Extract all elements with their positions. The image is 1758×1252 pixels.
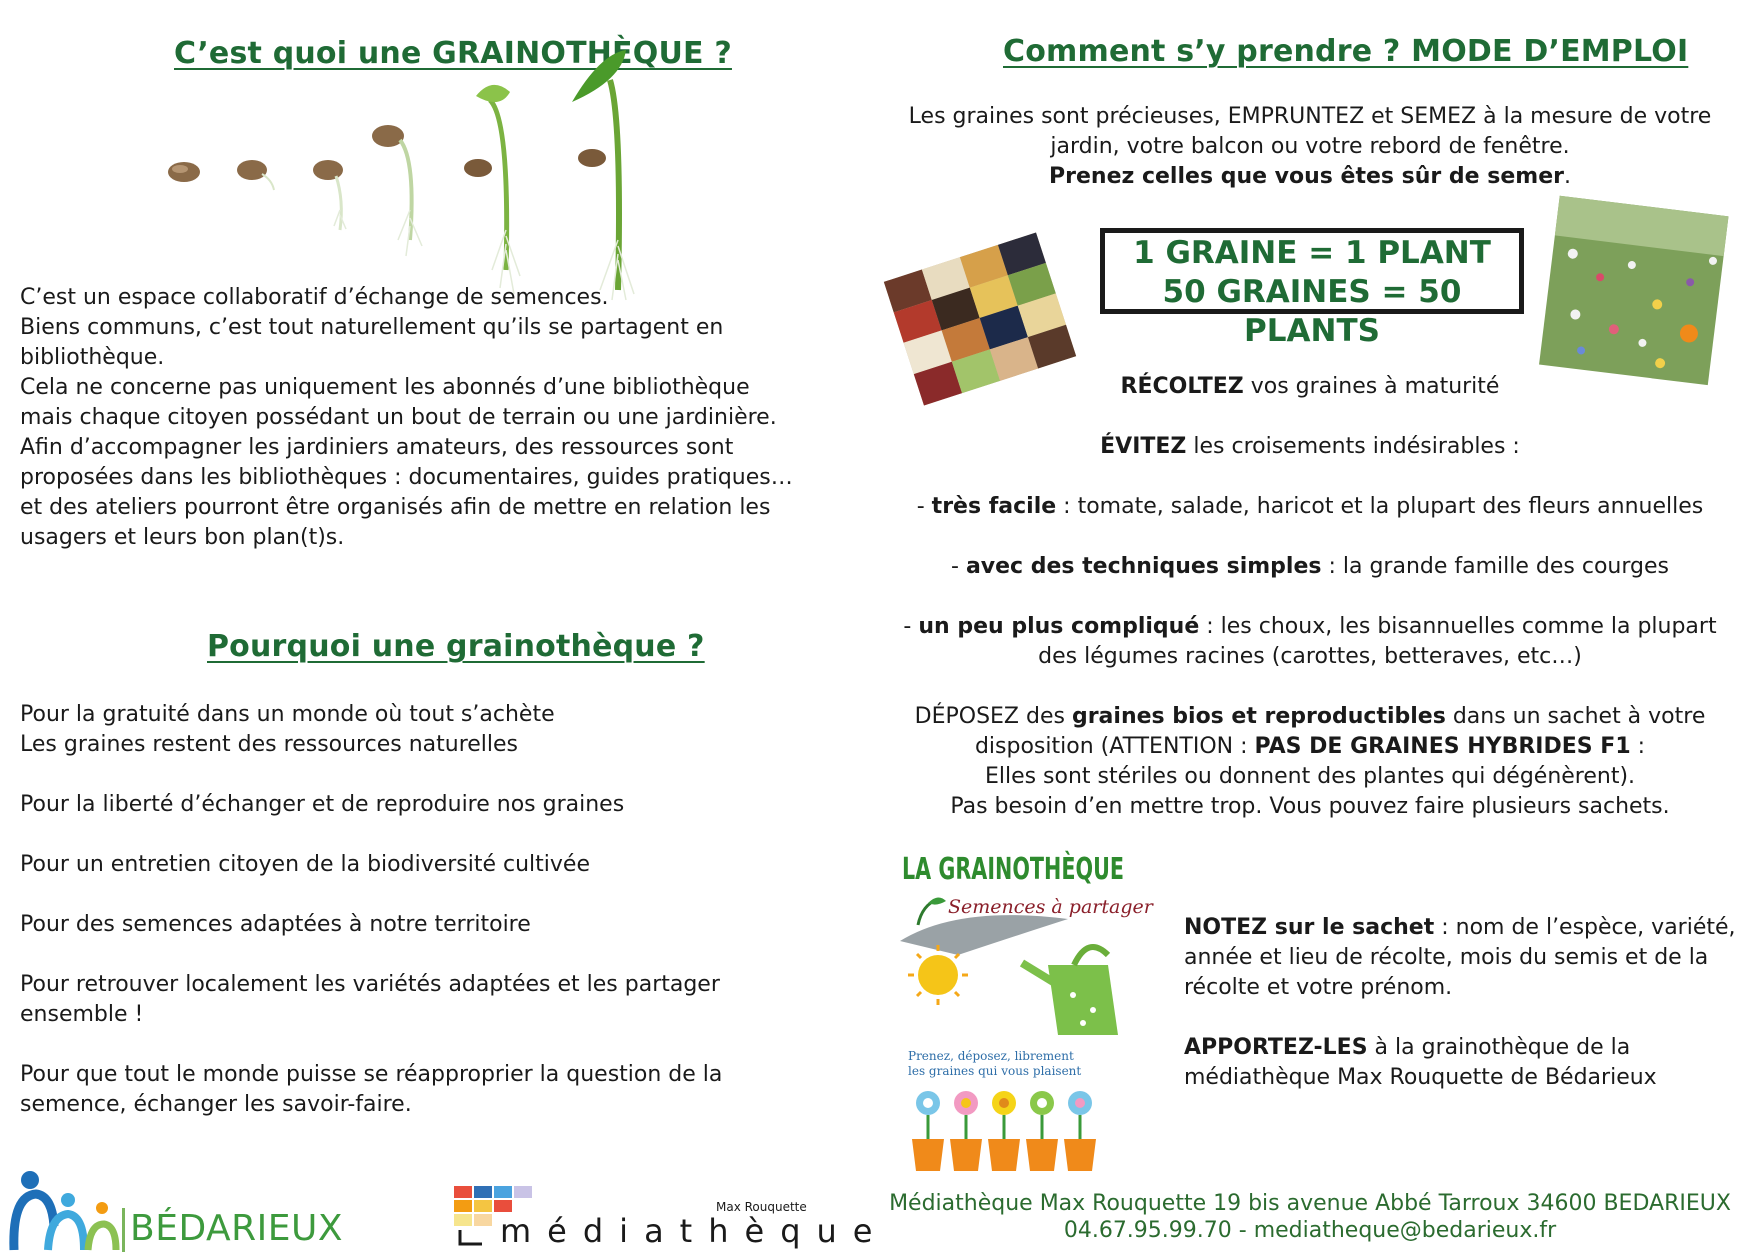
hard-line-2: des légumes racines (carottes, betteraves, etc…) — [1038, 644, 1582, 669]
hard-text: : les choux, les bisannuelles comme la plupart — [1199, 614, 1717, 639]
what-line: proposées dans les bibliothèques : documentaires, guides pratiques… — [20, 465, 793, 490]
contact-phone-email: 04.67.95.99.70 - mediatheque@bedarieux.fr — [1063, 1218, 1557, 1243]
what-paragraph — [20, 283, 820, 553]
intro-bold: Prenez celles que vous êtes sûr de semer — [1049, 164, 1564, 189]
why-item-line: Pour la gratuité dans un monde où tout s’achète — [20, 702, 555, 727]
hard-line — [880, 612, 1740, 672]
notez-line2: année et lieu de récolte, mois du semis et de la — [1184, 945, 1709, 970]
notez-line3: récolte et votre prénom. — [1184, 975, 1453, 1000]
hard-prefix: - — [903, 614, 919, 639]
hard-bold: un peu plus compliqué — [918, 614, 1200, 639]
easy-line — [880, 492, 1740, 522]
why-item — [20, 970, 800, 1030]
apportez-line2: médiathèque Max Rouquette de Bédarieux — [1184, 1065, 1657, 1090]
instructions — [880, 372, 1740, 852]
deposez-line2-end: : — [1630, 734, 1646, 759]
section-title-why: Pourquoi une grainothèque ? — [207, 629, 705, 664]
formula-line: 1 GRAINE = 1 PLANT — [1133, 235, 1491, 271]
recoltez-bold: RÉCOLTEZ — [1120, 374, 1244, 399]
why-item — [20, 700, 800, 760]
poster-subtitle: Semences à partager — [948, 896, 1153, 918]
deposez-line3: Elles sont stériles ou donnent des plantes qui dégénèrent). — [984, 764, 1636, 789]
easy-bold: très facile — [931, 494, 1057, 519]
what-line: et des ateliers pourront être organisés afin de mettre en relation les — [20, 495, 771, 520]
poster-caption-line: Prenez, déposez, librement — [908, 1049, 1074, 1063]
why-item-line: ensemble ! — [20, 1002, 144, 1027]
contact-footer — [870, 1190, 1750, 1244]
section-title-how: Comment s’y prendre ? MODE D’EMPLOI — [1003, 34, 1689, 69]
notez-bold: NOTEZ sur le sachet — [1184, 915, 1435, 940]
why-item-line: Pour un entretien citoyen de la biodiversité cultivée — [20, 852, 591, 877]
intro-line: jardin, votre balcon ou votre rebord de fenêtre. — [1050, 134, 1570, 159]
notez-text: : nom de l’espèce, variété, — [1434, 915, 1736, 940]
seed-stage-6 — [572, 50, 634, 300]
easy-text: : tomate, salade, haricot et la plupart des fleurs annuelles — [1056, 494, 1704, 519]
seed-stage-3 — [313, 160, 346, 230]
why-item-line: Pour que tout le monde puisse se réapproprier la question de la — [20, 1062, 723, 1087]
why-item-line: semence, échanger les savoir-faire. — [20, 1092, 412, 1117]
what-line: Afin d’accompagner les jardiniers amateurs, des ressources sont — [20, 435, 734, 460]
notes-block — [1184, 913, 1744, 1123]
simple-bold: avec des techniques simples — [965, 554, 1322, 579]
easy-prefix: - — [916, 494, 932, 519]
why-item-line: Pour la liberté d’échanger et de reproduire nos graines — [20, 792, 625, 817]
section-title-what: C’est quoi une GRAINOTHÈQUE ? — [174, 36, 732, 71]
deposez-line2-start: disposition (ATTENTION : — [974, 734, 1255, 759]
what-line: Biens communs, c’est tout naturellement qu’ils se partagent en — [20, 315, 724, 340]
apportez-paragraph — [1184, 1033, 1744, 1093]
why-item-line: Pour retrouver localement les variétés adaptées et les partager — [20, 972, 720, 997]
mediatheque-logo-text: médiathèque — [500, 1212, 889, 1250]
deposez-text: dans un sachet à votre — [1445, 704, 1706, 729]
intro-paragraph — [880, 102, 1740, 192]
intro-line: Les graines sont précieuses, EMPRUNTEZ et SEMEZ à la mesure de votre — [908, 104, 1712, 129]
deposez-bold: graines bios et reproductibles — [1071, 704, 1446, 729]
seed-stage-5 — [464, 85, 520, 294]
bedarieux-logo-icon — [8, 1166, 120, 1252]
what-line: mais chaque citoyen possédant un bout de terrain ou une jardinière. — [20, 405, 777, 430]
seed-stage-2 — [237, 160, 274, 190]
what-line: bibliothèque. — [20, 345, 165, 370]
wildflower-meadow-photo — [1528, 192, 1748, 402]
formula-box — [1100, 228, 1524, 349]
apportez-text: à la grainothèque de la — [1367, 1035, 1631, 1060]
why-item — [20, 1060, 800, 1120]
simple-prefix: - — [951, 554, 966, 579]
bedarieux-logo-text: BÉDARIEUX — [130, 1208, 344, 1249]
evitez-bold: ÉVITEZ — [1100, 434, 1187, 459]
notez-paragraph — [1184, 913, 1744, 1003]
why-item-line: Les graines restent des ressources naturelles — [20, 732, 519, 757]
seed-stage-4 — [372, 125, 422, 256]
why-item-line: Pour des semences adaptées à notre territoire — [20, 912, 531, 937]
what-line: Cela ne concerne pas uniquement les abonnés d’une bibliothèque — [20, 375, 750, 400]
why-list — [20, 700, 800, 1150]
why-item — [20, 910, 800, 940]
bedarieux-divider — [122, 1208, 125, 1252]
simple-line — [880, 552, 1740, 582]
evitez-text: les croisements indésirables : — [1186, 434, 1520, 459]
contact-address: Médiathèque Max Rouquette 19 bis avenue Abbé Tarroux 34600 BEDARIEUX — [889, 1191, 1731, 1216]
why-item — [20, 850, 800, 880]
intro-end: . — [1563, 164, 1571, 189]
seed-stage-1 — [168, 162, 200, 182]
what-line: usagers et leurs bon plan(t)s. — [20, 525, 345, 550]
sprouting-seeds-illustration — [160, 40, 720, 300]
deposez-block — [880, 702, 1740, 822]
apportez-bold: APPORTEZ-LES — [1184, 1035, 1368, 1060]
deposez-line4: Pas besoin d’en mettre trop. Vous pouvez faire plusieurs sachets. — [950, 794, 1670, 819]
poster-caption-line: les graines qui vous plaisent — [908, 1064, 1082, 1078]
poster-title: LA GRAINOTHÈQUE — [902, 852, 1224, 887]
recoltez-text: vos graines à maturité — [1243, 374, 1500, 399]
mediatheque-subtitle: Max Rouquette — [716, 1200, 807, 1214]
simple-text: : la grande famille des courges — [1321, 554, 1669, 579]
deposez-line2-bold: PAS DE GRAINES HYBRIDES F1 — [1254, 734, 1631, 759]
formula-line: 50 GRAINES = 50 PLANTS — [1162, 274, 1462, 349]
deposez-start: DÉPOSEZ des — [914, 704, 1072, 729]
recoltez-line — [880, 372, 1740, 402]
evitez-line — [880, 432, 1740, 462]
why-item — [20, 790, 800, 820]
grainotheque-poster — [898, 845, 1224, 1175]
what-line: C’est un espace collaboratif d’échange de semences. — [20, 285, 609, 310]
